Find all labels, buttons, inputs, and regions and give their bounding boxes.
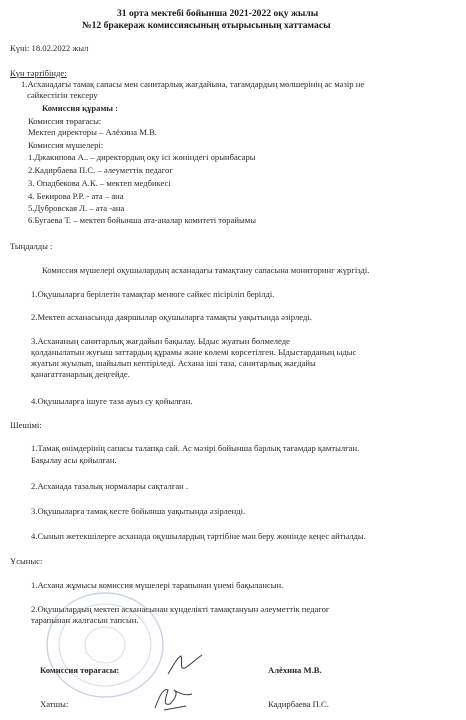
commission-chair: Мектеп директоры – Алёхина М.В.	[28, 127, 157, 137]
signature-chair-name: Алёхина М.В.	[268, 665, 322, 675]
heard-point-3-line: жуатын жуылып, шайылып кептіріледі. Асхана іші таза, санитарлық жағдайы	[31, 358, 316, 368]
signature-secretary-name: Кадирбаева П.С.	[268, 699, 329, 709]
commission-members-label: Комиссия мүшелері:	[28, 140, 104, 150]
decision-title: Шешімі:	[10, 420, 42, 430]
commission-member: 1.Джакипова А.. – директордың оқу ісі жөніндегі орынбасары	[28, 152, 256, 162]
heard-title: Тыңдалды :	[10, 241, 53, 251]
meeting-date: Күні: 18.02.2022 жыл	[10, 43, 89, 53]
heard-point-1: 1.Оқушыларға берілетін тамақтар менюге сәйкес пісіріліп берілді.	[31, 289, 275, 299]
decision-point-3: 3.Оқушыларға тамақ кесте бойынша уақытында әзірленді.	[31, 506, 246, 516]
proposal-point-2-line: тарапынан жалғасын тапсын.	[31, 615, 139, 625]
decision-point-4: 4.Сынып жетекшілерге асханада оқушылардың тәртібіне мән беру жөнінде кеңес айтылды.	[31, 531, 366, 541]
proposal-title: Ұсыныс:	[10, 556, 43, 566]
secretary-signature	[150, 684, 196, 714]
commission-member: 5.Дубровская Л. – ата -ана	[28, 203, 125, 213]
signature-secretary-label: Хатшы:	[40, 699, 69, 709]
heard-point-4: 4.Оқушыларға ішуге таза ауыз су қойылған.	[31, 396, 193, 406]
chair-signature	[165, 652, 205, 678]
heard-point-3-line: қанағаттанарлық деңгейде.	[31, 369, 130, 379]
commission-title: Комиссия құрамы :	[42, 103, 119, 113]
signature-chair-label: Комиссия төрағасы:	[40, 665, 120, 675]
agenda-item-1a: 1.Асханадағы тамақ сапасы мен санитарлық жағдайына, тағамдардың мөлшерінің ас мәзір не	[21, 79, 365, 89]
heard-intro: Комиссия мүшелері оқушылардың асханадағы тамақтану сапасына мониторинг жүргізді.	[42, 265, 370, 275]
proposal-point-2-line: 2.Оқушылардың мектеп асханасынан күнделікті тамақтануын әлеуметтік педагог	[31, 604, 330, 614]
commission-member: 3. Опадбекова А.К. – мектеп медбикесі	[28, 178, 171, 188]
heard-point-3-line: 3.Асхананың санитарлық жағдайын бақылау. Ыдыс жуатын бөлмеледе	[31, 336, 290, 346]
agenda-title: Күн тәртібінде:	[10, 68, 67, 78]
decision-point-1-line: Бақылау асы қойылған.	[31, 455, 117, 465]
commission-member: 4. Бекирова Р.Р. - ата – ана	[28, 191, 124, 201]
proposal-point-1: 1.Асхана жұмысы комиссия мүшелері тарапынан үнемі бақылансын.	[31, 580, 284, 590]
heard-point-2: 2.Мектеп асханасында даяршылар оқушыларға тамақты уақытында әзірледі.	[31, 312, 312, 322]
commission-member: 2.Кадирбаева П.С. – әлеуметтік педагог	[28, 165, 173, 175]
doc-title-line2: №12 бракераж комиссиясының отырысының хаттамасы	[82, 20, 331, 31]
commission-chair-label: Комиссия төрағасы:	[28, 116, 102, 126]
agenda-item-1b: сәйкестігін тексеру	[27, 90, 98, 100]
heard-point-3-line: қолданылатын жуғыш заттардың құрамы және көлемі көрсетілген. Ыдыстарданың ыдыс	[31, 347, 357, 357]
decision-point-2: 2.Асханада тазалық нормалары сақталған .	[31, 481, 189, 491]
decision-point-1-line: 1.Тамақ өнімдерінің сапасы талапқа сай. Ас мәзірі бойынша барлық тағамдар қамтылған.	[31, 443, 360, 453]
commission-member: 6.Бугаева Т. – мектеп бойынша ата-аналар комитеті төрайымы	[28, 215, 257, 225]
doc-title-line1: 31 орта мектебі бойынша 2021-2022 оқу жылы	[117, 8, 319, 19]
